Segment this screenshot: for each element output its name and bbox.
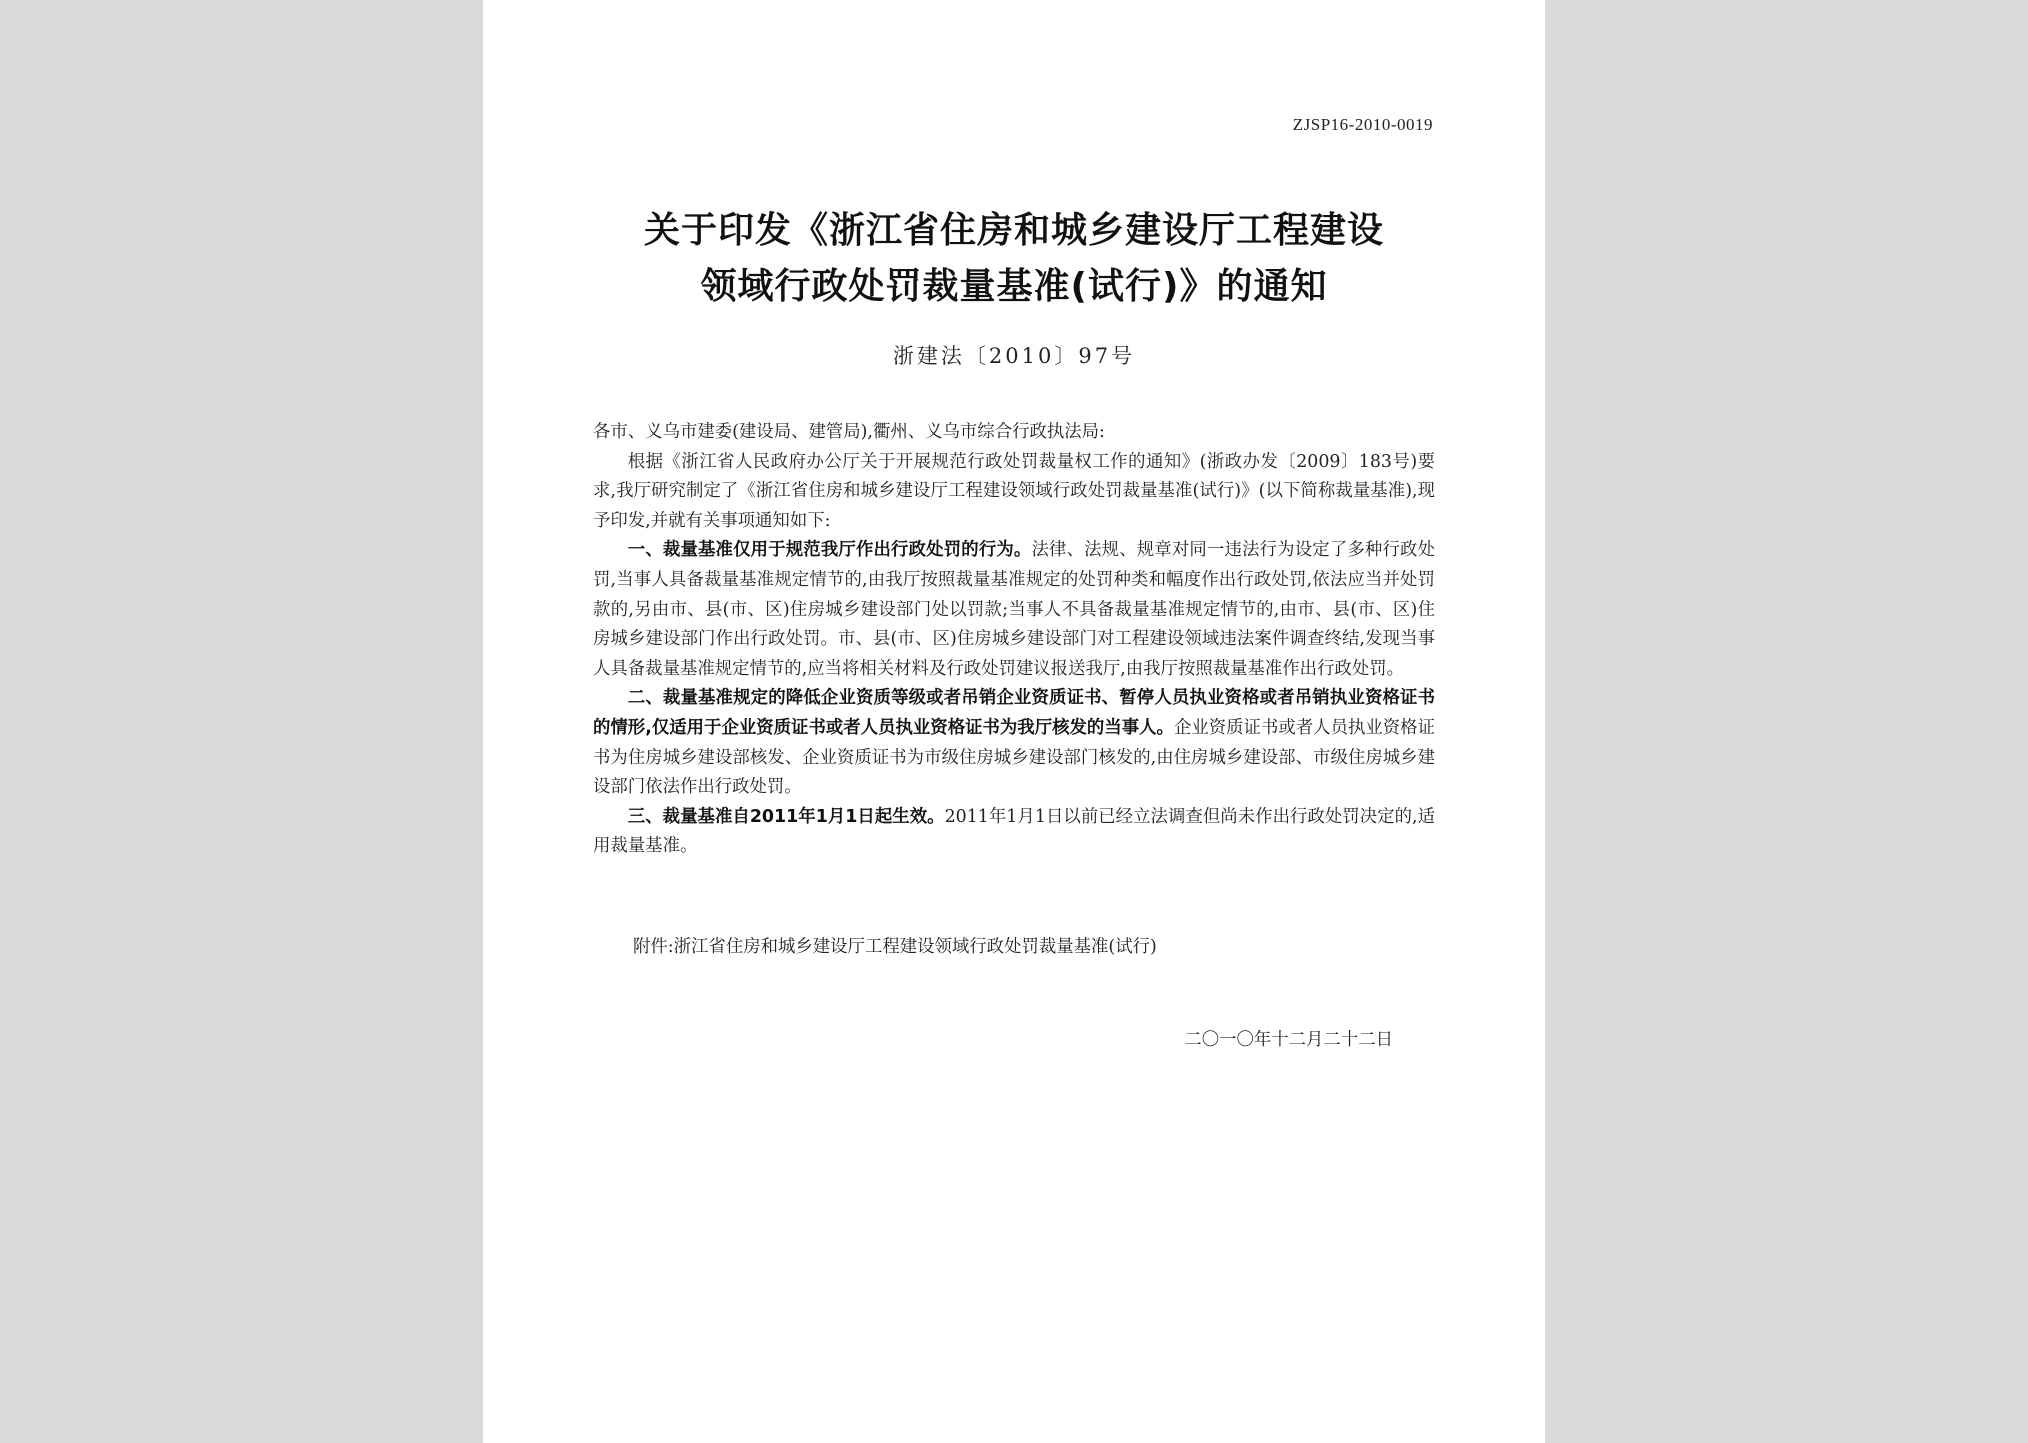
signature-date: 二〇一〇年十二月二十二日	[1184, 1030, 1393, 1050]
document-number: 浙建法〔2010〕97号	[892, 344, 1136, 368]
item-1-body: 法律、法规、规章对同一违法行为设定了多种行政处罚,当事人具备裁量基准规定情节的,由我厅按照裁量基准规定的处罚种类和幅度作出行政处罚,依法应当并处罚款的,另由市、县(市、区)住房城乡建设部门处以罚款;当事人不具备裁量基准规定情节的,由市、县(市、区)住房城乡建设部门作出行政处罚。市、县(市、区)住房城乡建设部门对工程建设领域违法案件调查终结,发现当事人具备裁量基准规定情节的,应当将相关材料及行政处罚建议报送我厅,由我厅按照裁量基准作出行政处罚。	[593, 540, 1435, 679]
title-line-2: 领域行政处罚裁量基准(试行)》的通知	[700, 266, 1328, 307]
document-body	[593, 418, 1435, 862]
item-2-body: 企业资质证书或者人员执业资格证书为住房城乡建设部核发、企业资质证书为市级住房城乡建设部门核发的,由住房城乡建设部、市级住房城乡建设部门依法作出行政处罚。	[593, 717, 1435, 798]
title-line-1: 关于印发《浙江省住房和城乡建设厅工程建设	[643, 210, 1384, 251]
item-3-paragraph	[593, 803, 1435, 862]
item-2-heading: 二、裁量基准规定的降低企业资质等级或者吊销企业资质证书、暂停人员执业资格或者吊销执业资格证书的情形,仅适用于企业资质证书或者人员执业资格证书为我厅核发的当事人。	[593, 688, 1435, 738]
attachment-line: 附件:浙江省住房和城乡建设厅工程建设领域行政处罚裁量基准(试行)	[633, 937, 1157, 957]
document-page	[483, 0, 1545, 1443]
item-1-heading: 一、裁量基准仅用于规范我厅作出行政处罚的行为。	[627, 540, 1032, 561]
document-code: ZJSP16-2010-0019	[1292, 115, 1433, 134]
document-title	[483, 203, 1545, 315]
addressee: 各市、义乌市建委(建设局、建管局),衢州、义乌市综合行政执法局:	[593, 422, 1105, 442]
item-2-paragraph	[593, 684, 1435, 802]
item-3-heading: 三、裁量基准自2011年1月1日起生效。	[627, 806, 945, 827]
item-1-paragraph	[593, 536, 1435, 684]
intro-paragraph: 根据《浙江省人民政府办公厅关于开展规范行政处罚裁量权工作的通知》(浙政办发〔2009〕183号)要求,我厅研究制定了《浙江省住房和城乡建设厅工程建设领域行政处罚裁量基准(试行)》(以下简称裁量基准),现予印发,并就有关事项通知如下:	[593, 451, 1435, 531]
item-3-body: 2011年1月1日以前已经立法调查但尚未作出行政处罚决定的,适用裁量基准。	[593, 806, 1435, 857]
